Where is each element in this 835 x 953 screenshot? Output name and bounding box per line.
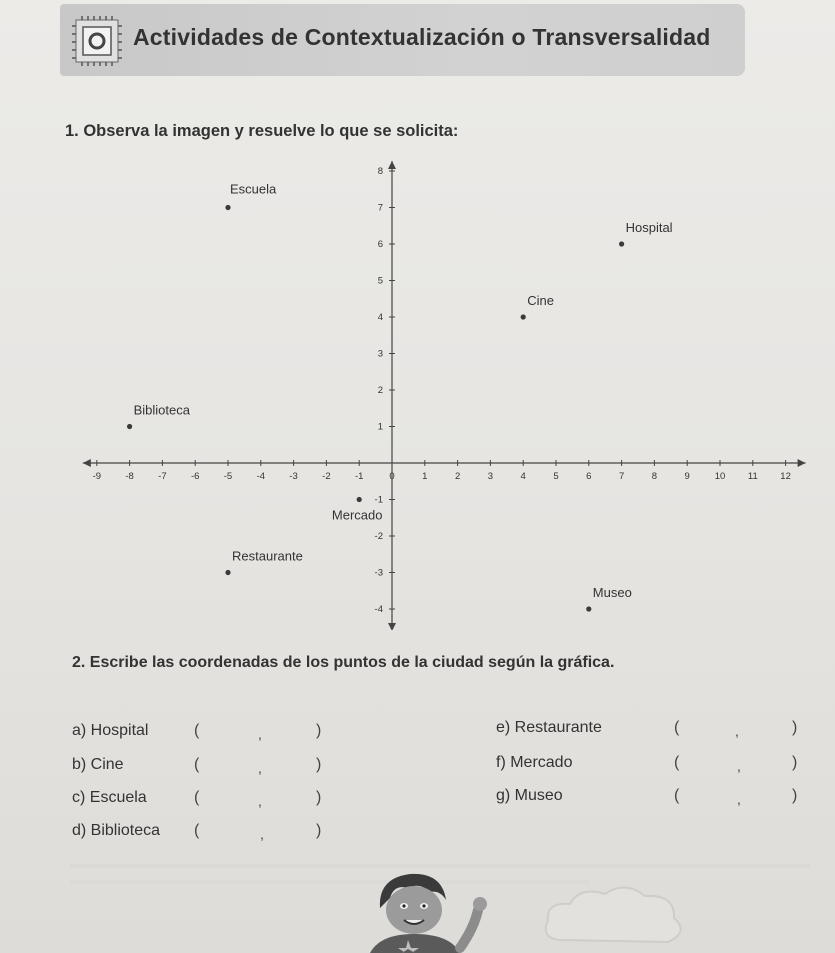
x-tick-label: 3 (487, 471, 494, 482)
answer-label-escuela: c) Escuela (72, 789, 147, 806)
open-paren: ( (674, 787, 680, 804)
x-tick-label: -7 (158, 471, 167, 482)
y-axis-arrow-up-icon (388, 161, 396, 169)
open-paren: ( (194, 822, 200, 839)
point-label-biblioteca: Biblioteca (133, 402, 190, 418)
point-restaurante (225, 570, 230, 575)
point-label-cine: Cine (527, 293, 554, 308)
chip-icon (70, 14, 124, 68)
comma: , (258, 726, 262, 742)
x-tick-label: 11 (747, 471, 758, 482)
axes (83, 161, 806, 630)
x-tick-label: 4 (520, 471, 526, 482)
point-label-mercado: Mercado (331, 507, 383, 523)
header-title: Actividades de Contextualización o Transversalidad (133, 24, 711, 50)
x-tick-label: 8 (651, 471, 658, 482)
x-tick-label: 9 (684, 471, 690, 482)
comma: , (258, 793, 262, 809)
question-2: 2. Escribe las coordenadas de los puntos de la ciudad según la gráfica. (72, 654, 615, 671)
x-axis-arrow-right-icon (798, 459, 806, 467)
point-cine (521, 314, 526, 319)
x-tick-label: 10 (714, 471, 726, 482)
y-tick-label: -3 (374, 567, 383, 579)
answer-label-restaurante: e) Restaurante (496, 719, 602, 736)
point-escuela (225, 205, 230, 210)
answer-label-biblioteca: d) Biblioteca (72, 822, 161, 839)
x-tick-label: -8 (125, 471, 134, 482)
y-tick-label: 1 (377, 421, 383, 433)
x-axis-arrow-left-icon (83, 459, 91, 467)
point-museo (586, 606, 591, 611)
open-paren: ( (674, 754, 680, 771)
y-tick-label: 3 (377, 348, 383, 360)
point-label-restaurante: Restaurante (232, 548, 303, 564)
close-paren: ) (792, 787, 798, 804)
comma: , (735, 723, 739, 739)
answer-label-museo: g) Museo (496, 787, 563, 804)
x-tick-label: -1 (354, 471, 364, 482)
y-tick-label: 6 (377, 239, 383, 250)
x-tick-label: -2 (322, 471, 331, 482)
y-tick-label: -4 (374, 604, 383, 615)
open-paren: ( (674, 719, 680, 736)
cloud-icon (540, 880, 690, 953)
x-tick-label: -6 (190, 471, 200, 482)
point-mercado (357, 497, 362, 502)
close-paren: ) (316, 789, 322, 806)
x-tick-label: -9 (92, 471, 102, 482)
x-tick-label: 6 (586, 471, 592, 482)
x-tick-label: 0 (389, 471, 395, 482)
x-tick-label: 1 (422, 471, 428, 482)
close-paren: ) (316, 822, 322, 839)
answer-label-cine: b) Cine (72, 756, 124, 773)
close-paren: ) (792, 719, 798, 736)
comma: , (258, 760, 262, 776)
x-tick-label: 7 (618, 471, 625, 482)
close-paren: ) (316, 722, 322, 739)
y-tick-label: 7 (377, 202, 383, 214)
x-tick-label: -5 (223, 471, 233, 482)
close-paren: ) (316, 756, 322, 773)
point-label-museo: Museo (592, 585, 632, 600)
coordinate-plane (0, 150, 835, 630)
answer-label-hospital: a) Hospital (72, 722, 149, 739)
y-tick-label: 2 (377, 385, 383, 396)
point-hospital (619, 241, 624, 246)
y-tick-label: -1 (374, 494, 383, 506)
y-tick-label: -2 (374, 531, 383, 542)
point-biblioteca (127, 424, 132, 429)
open-paren: ( (194, 756, 200, 773)
x-tick-label: 5 (553, 471, 559, 482)
x-tick-label: 12 (780, 471, 791, 482)
comma: , (737, 758, 741, 774)
comma: , (260, 826, 264, 842)
comma: , (737, 791, 741, 807)
open-paren: ( (194, 722, 200, 739)
y-tick-label: 4 (377, 312, 383, 323)
close-paren: ) (792, 754, 798, 771)
x-tick-label: 2 (454, 471, 461, 482)
y-tick-label: 8 (377, 166, 383, 177)
point-label-hospital: Hospital (625, 220, 673, 235)
y-tick-label: 5 (377, 275, 383, 287)
points (127, 182, 673, 612)
x-tick-label: -4 (256, 471, 266, 482)
answer-label-mercado: f) Mercado (496, 754, 573, 771)
question-1: 1. Observa la imagen y resuelve lo que se solicita: (65, 122, 459, 140)
x-tick-label: -3 (289, 471, 298, 482)
y-axis-arrow-down-icon (388, 623, 396, 630)
open-paren: ( (194, 789, 200, 806)
boy-illustration-icon (350, 868, 500, 953)
point-label-escuela: Escuela (230, 181, 277, 197)
